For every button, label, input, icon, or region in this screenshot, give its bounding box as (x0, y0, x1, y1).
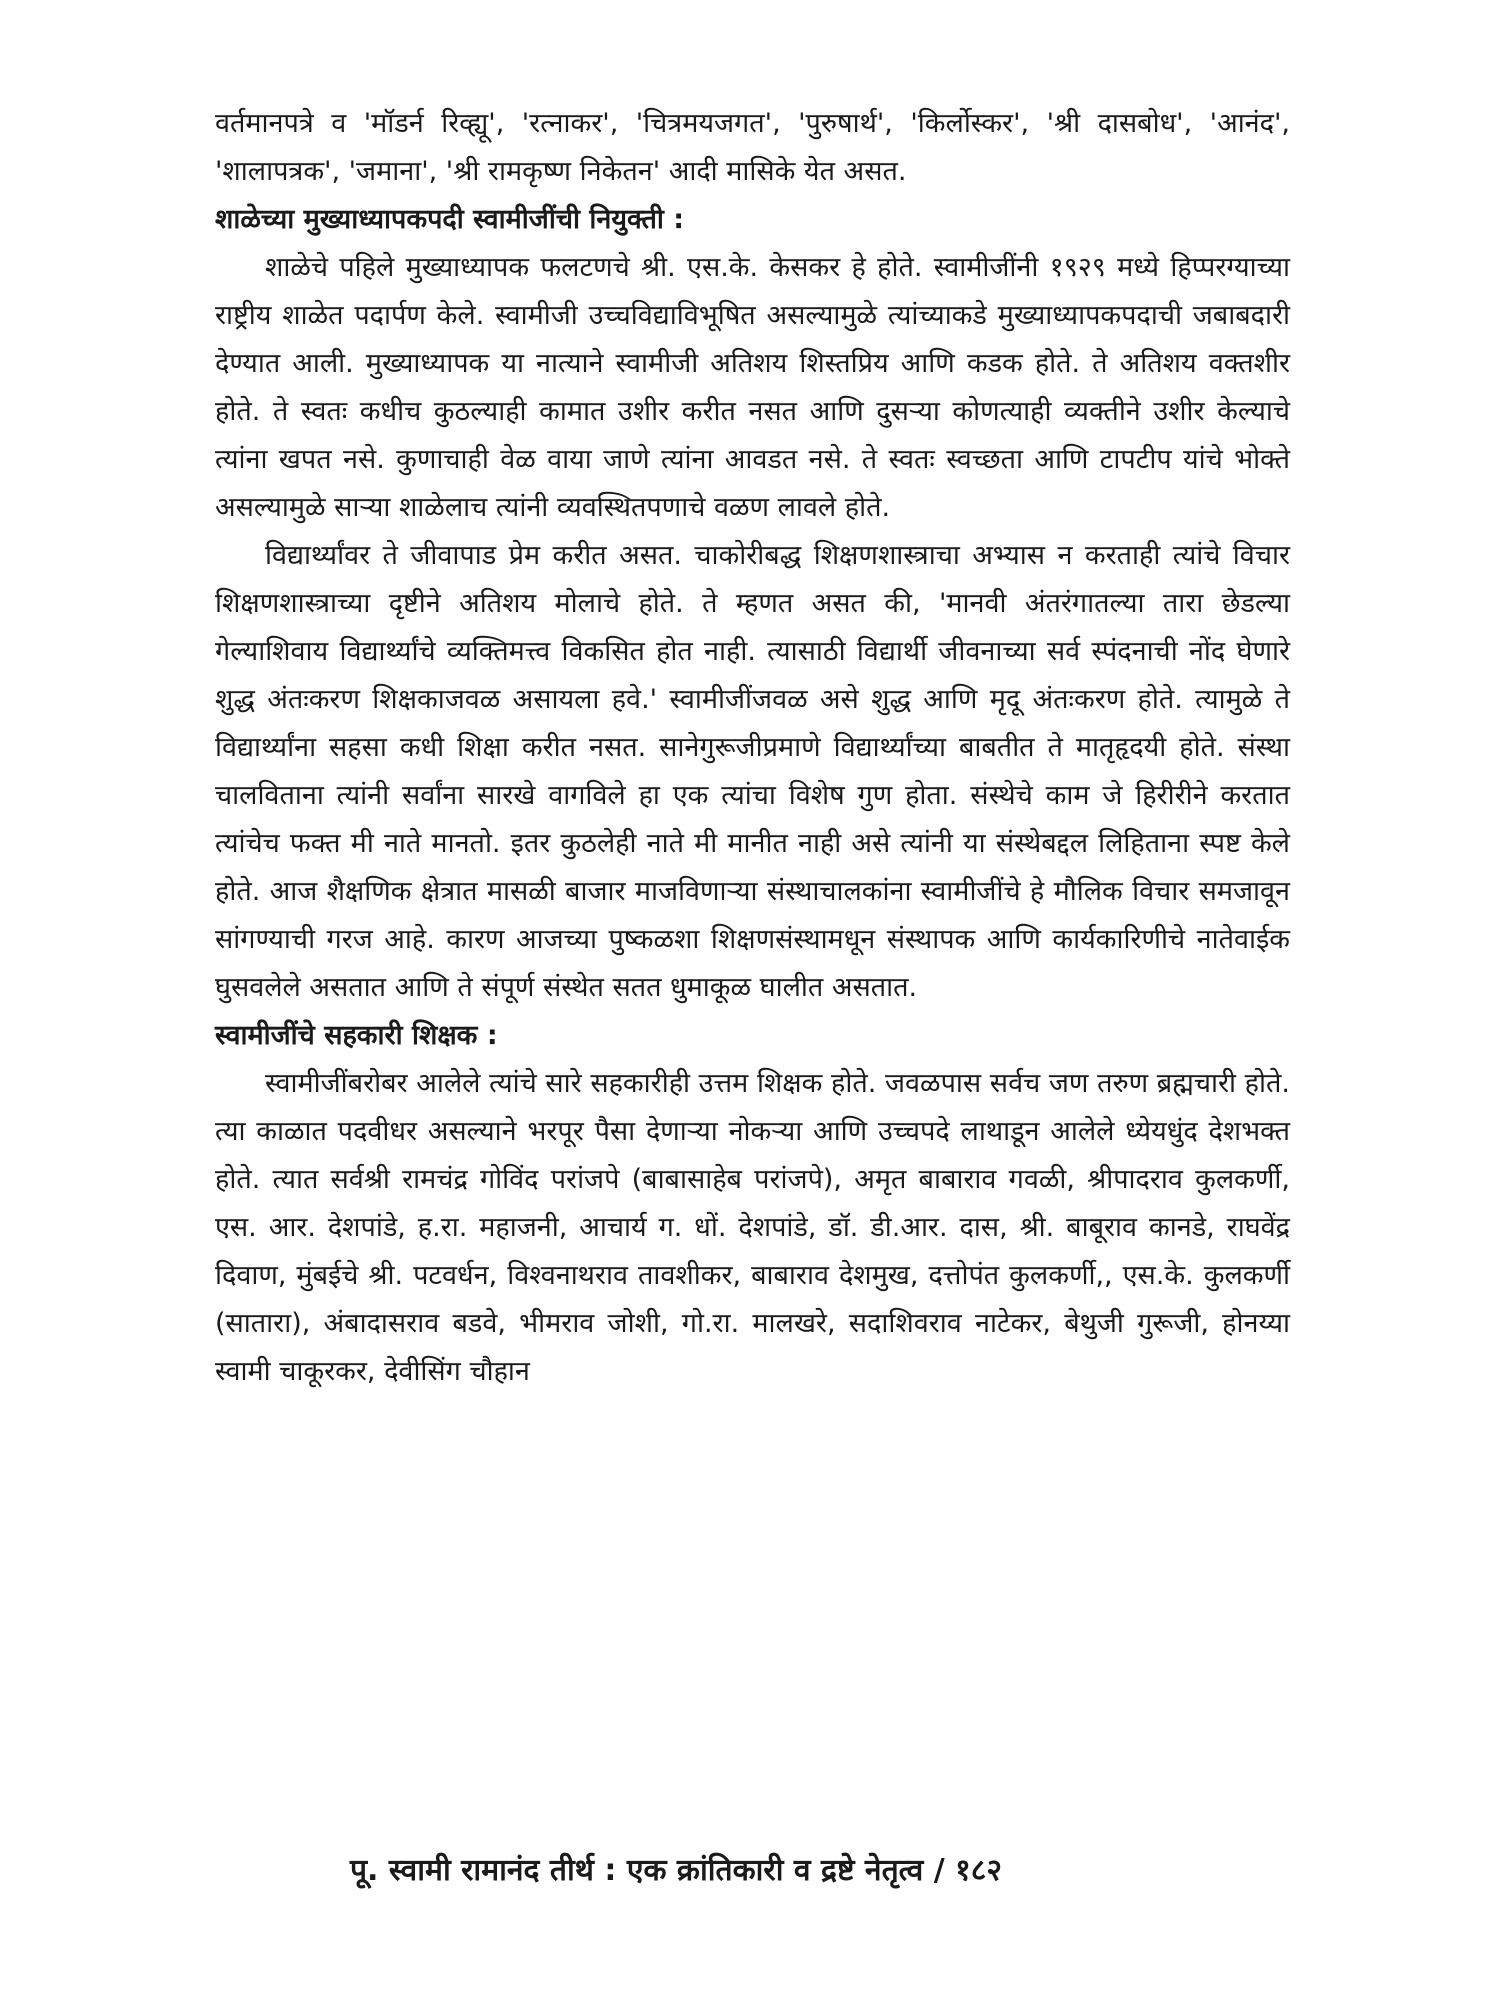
paragraph-magazines: वर्तमानपत्रे व 'मॉडर्न रिव्ह्यू', 'रत्नाकर', 'चित्रमयजगत', 'पुरुषार्थ', 'किर्लोस्कर', 'श्री दासबोध', 'आनंद', 'शालापत्रक', 'जमाना', 'श्री रामकृष्ण निकेतन' आदी मासिके येत असत. (215, 108, 1290, 187)
paragraph-colleagues: स्वामीजींबरोबर आलेले त्यांचे सारे सहकारीही उत्तम शिक्षक होते. जवळपास सर्वच जण तरुण ब्रह्मचारी होते. त्या काळात पदवीधर असल्याने भरपूर पैसा देणाऱ्या नोकऱ्या आणि उच्चपदे लाथाडून आलेले ध्येयधुंद देशभक्त होते. त्यात सर्वश्री रामचंद्र गोविंद परांजपे (बाबासाहेब परांजपे), अमृत बाबाराव गवळी, श्रीपादराव कुलकर्णी, एस. आर. देशपांडे, ह.रा. महाजनी, आचार्य ग. धों. देशपांडे, डॉ. डी.आर. दास, श्री. बाबूराव कानडे, राघवेंद्र दिवाण, मुंबईचे श्री. पटवर्धन, विश्वनाथराव तावशीकर, बाबाराव देशमुख, दत्तोपंत कुलकर्णी,, एस.के. कुलकर्णी (सातारा), अंबादासराव बडवे, भीमराव जोशी, गो.रा. मालखरे, सदाशिवराव नाटेकर, बेथुजी गुरूजी, होनय्या स्वामी चाकूरकर, देवीसिंग चौहान (215, 1068, 1290, 1387)
paragraph-students: विद्यार्थ्यांवर ते जीवापाड प्रेम करीत असत. चाकोरीबद्ध शिक्षणशास्त्राचा अभ्यास न करताही त्यांचे विचार शिक्षणशास्त्राच्या दृष्टीने अतिशय मोलाचे होते. ते म्हणत असत की, 'मानवी अंतरंगातल्या तारा छेडल्या गेल्याशिवाय विद्यार्थ्यांचे व्यक्तिमत्त्व विकसित होत नाही. त्यासाठी विद्यार्थी जीवनाच्या सर्व स्पंदनाची नोंद घेणारे शुद्ध अंतःकरण शिक्षकाजवळ असायला हवे.' स्वामीजींजवळ असे शुद्ध आणि मृदू अंतःकरण होते. त्यामुळे ते विद्यार्थ्यांना सहसा कधी शिक्षा करीत नसत. सानेगुरूजीप्रमाणे विद्यार्थ्यांच्या बाबतीत ते मातृहृदयी होते. संस्था चालविताना त्यांनी सर्वांना सारखे वागविले हा एक त्यांचा विशेष गुण होता. संस्थेचे काम जे हिरीरीने करतात त्यांचेच फक्त मी नाते मानतो. इतर कुठलेही नाते मी मानीत नाही असे त्यांनी या संस्थेबद्दल लिहिताना स्पष्ट केले होते. आज शैक्षणिक क्षेत्रात मासळी बाजार माजविणाऱ्या संस्थाचालकांना स्वामीजींचे हे मौलिक विचार समजावून सांगण्याची गरज आहे. कारण आजच्या पुष्कळशा शिक्षणसंस्थामधून संस्थापक आणि कार्यकारिणीचे नातेवाईक घुसवलेले असतात आणि ते संपूर्ण संस्थेत सतत धुमाकूळ घालीत असतात. (215, 540, 1290, 1003)
section-heading-colleague-teachers: स्वामीजींचे सहकारी शिक्षक : (215, 1020, 498, 1051)
paragraph-headmaster: शाळेचे पहिले मुख्याध्यापक फलटणचे श्री. एस.के. केसकर हे होते. स्वामीजींनी १९२९ मध्ये हिप्परग्याच्या राष्ट्रीय शाळेत पदार्पण केले. स्वामीजी उच्चविद्याविभूषित असल्यामुळे त्यांच्याकडे मुख्याध्यापकपदाची जबाबदारी देण्यात आली. मुख्याध्यापक या नात्याने स्वामीजी अतिशय शिस्तप्रिय आणि कडक होते. ते अतिशय वक्तशीर होते. ते स्वतः कधीच कुठल्याही कामात उशीर करीत नसत आणि दुसऱ्या कोणत्याही व्यक्तीने उशीर केल्याचे त्यांना खपत नसे. कुणाचाही वेळ वाया जाणे त्यांना आवडत नसे. ते स्वतः स्वच्छता आणि टापटीप यांचे भोक्ते असल्यामुळे साऱ्या शाळेलाच त्यांनी व्यवस्थितपणाचे वळण लावले होते. (215, 252, 1290, 523)
page-body (215, 100, 1290, 1396)
section-heading-headmaster-appointment: शाळेच्या मुख्याध्यापकपदी स्वामीजींची नियुक्ती : (215, 204, 685, 235)
page-footer: पू. स्वामी रामानंद तीर्थ : एक क्रांतिकारी व द्रष्टे नेतृत्व / १८२ (350, 1853, 1002, 1888)
